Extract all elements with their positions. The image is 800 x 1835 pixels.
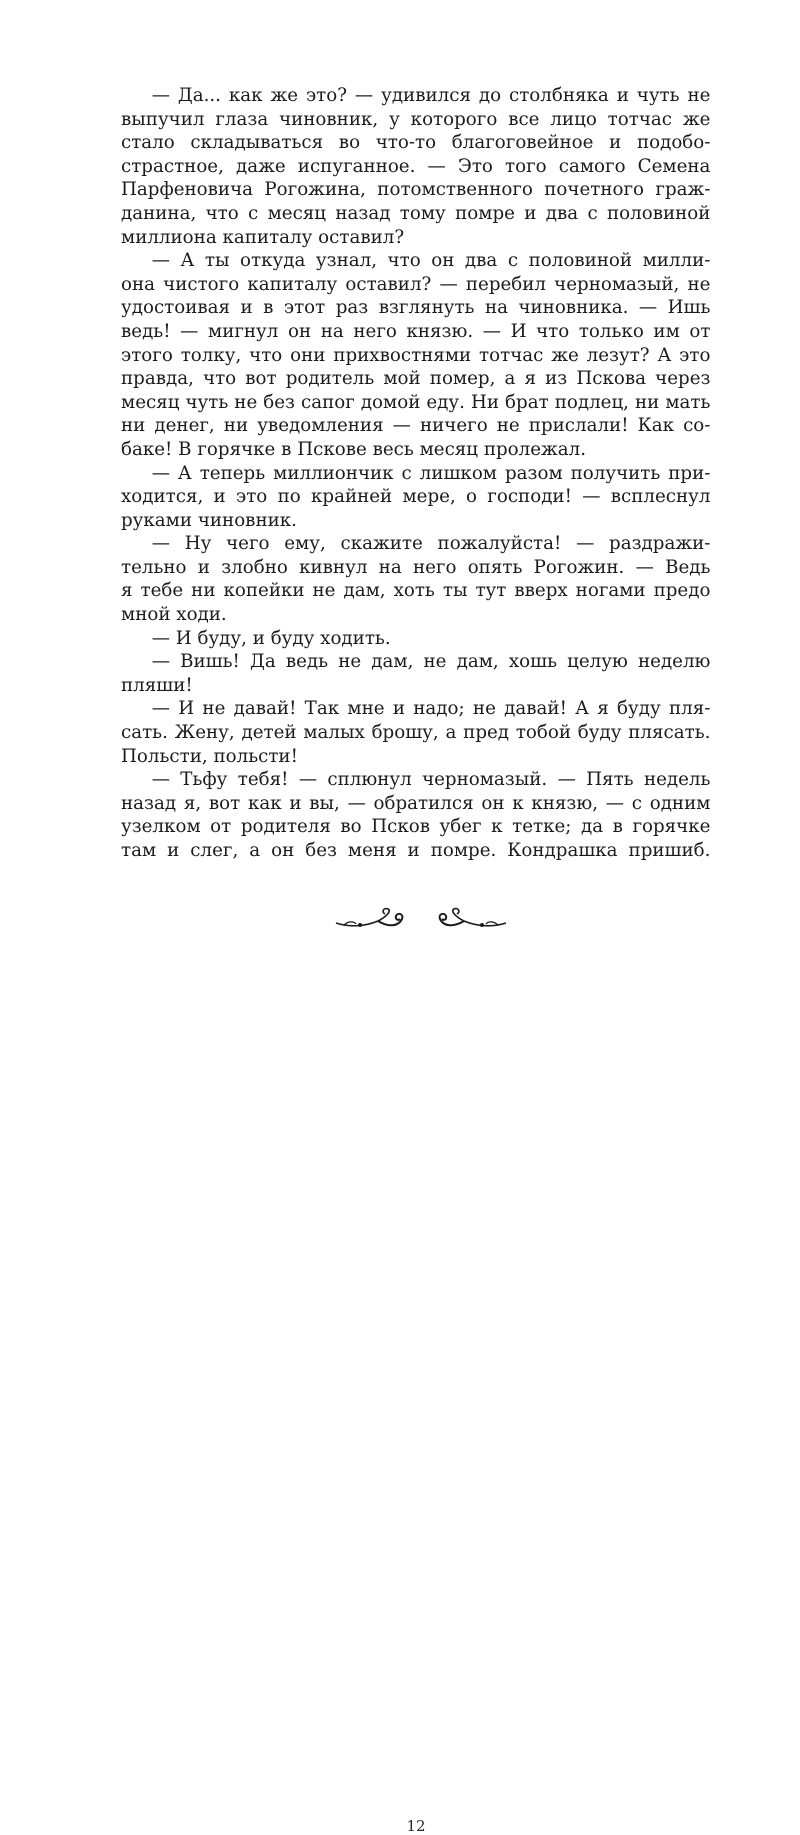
text-line: — Вишь! Да ведь не дам, не дам, хошь целую неделю xyxy=(151,650,711,673)
text-line: назад я, вот как и вы, — обратился он к князю, — с одним xyxy=(121,791,711,814)
text-line: — И не давай! Так мне и надо; не давай! А я буду пля- xyxy=(151,697,711,720)
text-line: баке! В горячке в Пскове весь месяц пролежал. xyxy=(121,437,587,460)
text-line: выпучил глаза чиновник, у которого все лицо тотчас же xyxy=(121,107,711,130)
text-line: руками чиновник. xyxy=(121,508,297,531)
text-line: тельно и злобно кивнул на него опять Рогожин. — Ведь xyxy=(121,555,711,578)
text-line: — Да... как же это? — удивился до столбняка и чуть не xyxy=(151,84,711,106)
text-line: ведь! — мигнул он на него князю. — И что только им от xyxy=(121,319,711,342)
text-line: данина, что с месяц назад тому помре и два с половиной xyxy=(121,201,711,224)
text-line: там и слег, а он без меня и помре. Кондрашка пришиб. xyxy=(121,839,711,861)
text-line: я тебе ни копейки не дам, хоть ты тут вверх ногами предо xyxy=(121,579,711,602)
text-line: этого толку, что они прихвостнями тотчас же лезут? А это xyxy=(121,343,711,366)
text-line: она чистого капиталу оставил? — перебил черномазый, не xyxy=(121,272,711,295)
text-line: узелком от родителя во Псков убег к тетке; да в горячке xyxy=(121,815,711,838)
text-line: Польсти, польсти! xyxy=(121,744,298,767)
text-line: правда, что вот родитель мой помер, а я из Пскова через xyxy=(121,367,711,390)
text-line: ни денег, ни уведомления — ничего не прислали! Как со- xyxy=(121,414,711,437)
text-line: сать. Жену, детей малых брошу, а пред тобой буду плясать. xyxy=(121,721,711,744)
text-line: Парфеновича Рогожина, потомственного почетного граж- xyxy=(121,178,711,201)
text-line: — И буду, и буду ходить. xyxy=(151,626,391,649)
text-line: миллиона капиталу оставил? xyxy=(121,225,405,248)
text-line: мной ходи. xyxy=(121,603,227,626)
page-footer-ornament xyxy=(0,905,800,1835)
text-line: ходится, и это по крайней мере, о господи! — всплеснул xyxy=(121,485,711,508)
page-number: 12 xyxy=(406,1817,426,1835)
text-line: — Тьфу тебя! — сплюнул черномазый. — Пять недель xyxy=(151,768,711,791)
text-line: — А теперь миллиончик с лишком разом получить при- xyxy=(151,461,711,484)
text-line: страстное, даже испуганное. — Это того самого Семена xyxy=(121,154,711,177)
text-line: пляши! xyxy=(121,673,193,696)
flourish-left-icon xyxy=(334,905,406,935)
text-line: — А ты откуда узнал, что он два с половиной милли- xyxy=(151,249,711,272)
text-line: — Ну чего ему, скажите пожалуйста! — раздражи- xyxy=(151,532,711,555)
flourish-right-icon xyxy=(436,905,508,935)
text-line: стало складываться во что-то благоговейное и подобо- xyxy=(121,131,711,154)
text-line: удостоивая и в этот раз взглянуть на чиновника. — Ишь xyxy=(121,296,711,319)
body-text xyxy=(121,84,711,863)
text-line: месяц чуть не без сапог домой еду. Ни брат подлец, ни мать xyxy=(121,390,711,413)
